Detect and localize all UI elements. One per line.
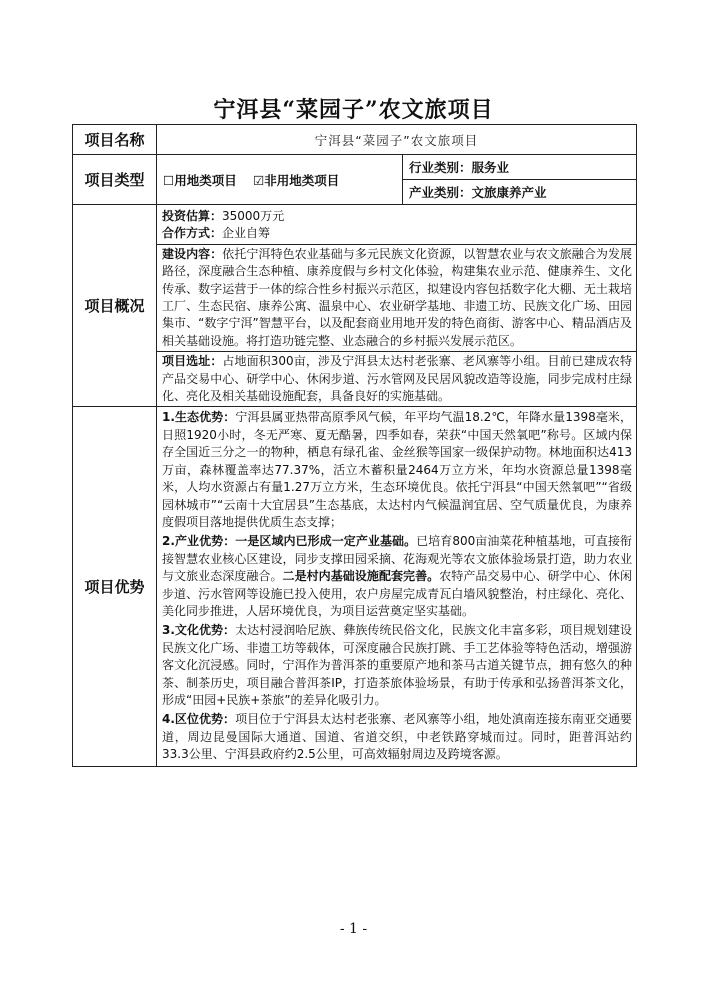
eco-label: 1.生态优势： bbox=[162, 410, 236, 425]
project-table bbox=[72, 124, 637, 767]
site-block bbox=[157, 351, 636, 406]
investment-label: 投资估算： bbox=[162, 209, 223, 223]
investment-block bbox=[157, 205, 636, 244]
industry-point-1: 一是区域内已形成一定产业基础。 bbox=[235, 534, 417, 549]
industry-text-2: 农特产品交易中心、研学中心、休闲步道、污水管网等设施已投入使用，农户房屋完成青瓦白墙风貌整治，村庄绿化、亮化、美化同步推进，人居环境优良，为项目运营奠定坚实基础。 bbox=[162, 569, 633, 618]
label-project-name: 项目名称 bbox=[73, 125, 157, 155]
location-advantage bbox=[157, 710, 636, 765]
eco-advantage bbox=[157, 407, 636, 532]
label-advantage: 项目优势 bbox=[73, 407, 157, 766]
location-value: 项目位于宁洱县太达村老张寨、老风寨等小组，地处滇南连接东南亚交通要道，周边昆曼国际大通道、国道、省道交织，中老铁路穿城而过。同时，距普洱站约33.3公里、宁洱县政府约2.5公里，可高效辐射周边及跨境客源。 bbox=[162, 712, 633, 762]
industry-advantage bbox=[157, 532, 636, 621]
row-project-type bbox=[73, 155, 637, 180]
advantage-content bbox=[157, 407, 637, 766]
culture-label: 3.文化优势： bbox=[162, 623, 236, 638]
label-overview: 项目概况 bbox=[73, 205, 157, 407]
page-number: - 1 - bbox=[339, 921, 368, 937]
industry-point-2: 二是村内基础设施配套完善。 bbox=[282, 569, 440, 584]
site-label: 项目选址： bbox=[162, 354, 223, 369]
land-use-checkbox[interactable]: ☐用地类项目 bbox=[163, 172, 237, 188]
site-value: 占地面积300亩，涉及宁洱县太达村老张寨、老风寨等小组。目前已建成农特产品交易中心、研学中心、休闲步道、污水管网及民居风貌改造等设施，同步完成村庄绿化、亮化及相关基础设施配套，具备良好的实施基础。 bbox=[162, 354, 633, 404]
construction-value: 依托宁洱特色农业基础与多元民族文化资源，以智慧农业与农文旅融合为发展路径，深度融合生态种植、康养度假与乡村文化体验，构建集农业示范、健康养生、文化传承、数字运营于一体的综合性乡村振兴示范区，拟建设内容包括数字化大棚、无土栽培工厂、生态民宿、康养公寓、温泉中心、农业研学基地、非遗工坊、民族文化广场、田园集市、“数字宁洱”智慧平台，以及配套商业用地开发的特色商街、游客中心、精品酒店及相关基础设施。将打造功链完整、业态融合的乡村振兴发展示范区。 bbox=[162, 246, 633, 348]
construction-block bbox=[157, 244, 636, 351]
culture-value: 太达村浸润哈尼族、彝族传统民俗文化，民族文化丰富多彩，项目规划建设民族文化广场、非遗工坊等载体，可深度融合民族打跳、手工艺体验等特色活动，增强游客文化沉浸感。同时，宁洱作为普洱茶的重要原产地和茶马古道关键节点，拥有悠久的种茶、制茶历史，项目融合普洱茶IP，打造茶旅体验场景，有助于传承和弘扬普洱茶文化，形成“田园+民族+茶旅”的差异化吸引力。 bbox=[162, 623, 633, 707]
investment-value: 35000万元 bbox=[222, 209, 285, 223]
overview-content bbox=[157, 205, 637, 407]
construction-label: 建设内容： bbox=[162, 246, 223, 261]
culture-advantage bbox=[157, 621, 636, 710]
eco-value: 宁洱县属亚热带高原季风气候，年平均气温18.2℃，年降水量1398毫米，日照1920小时，冬无严寒、夏无酷暑，四季如春，荣获“中国天然氧吧”称号。区域内保存全国近三分之一的物种，栖息有绿孔雀、金丝猴等国家一级保护动物。林地面积达413万亩，森林覆盖率达77.37%，活立木蓄积量2464万立方米，年均水资源总量1398毫米，人均水资源占有量1.27万立方米，生态环境优良。依托宁洱县“中国天然氧吧”“省级园林城市”“云南十大宜居县”生态基底，太达村内气候温润宜居、空气质量优良，为康养度假项目落地提供优质生态支撑； bbox=[162, 410, 633, 529]
value-project-name: 宁洱县“菜园子”农文旅项目 bbox=[157, 125, 637, 155]
industry-text-1: 已培育800亩油菜花种植基地，可直接衔接智慧农业核心区建设，同步支撑田园采摘、花海观光等农文旅体验场景打造，助力农业与文旅业态深度融合。 bbox=[162, 534, 633, 584]
location-label: 4.区位优势： bbox=[162, 712, 236, 727]
cooperation-label: 合作方式： bbox=[162, 226, 223, 241]
cooperation-value: 企业自筹 bbox=[222, 226, 271, 241]
row-advantage bbox=[73, 407, 637, 766]
non-land-use-checkbox[interactable]: ☑非用地类项目 bbox=[253, 172, 340, 188]
project-type-options bbox=[157, 155, 403, 205]
document-title: 宁洱县“菜园子”农文旅项目 bbox=[213, 97, 494, 123]
industry-label: 2.产业优势： bbox=[162, 534, 236, 549]
industry-category: 行业类别：服务业 bbox=[403, 155, 637, 180]
label-project-type: 项目类型 bbox=[73, 155, 157, 205]
sector-category: 产业类别：文旅康养产业 bbox=[403, 180, 637, 205]
row-overview bbox=[73, 205, 637, 407]
row-project-name bbox=[73, 125, 637, 155]
